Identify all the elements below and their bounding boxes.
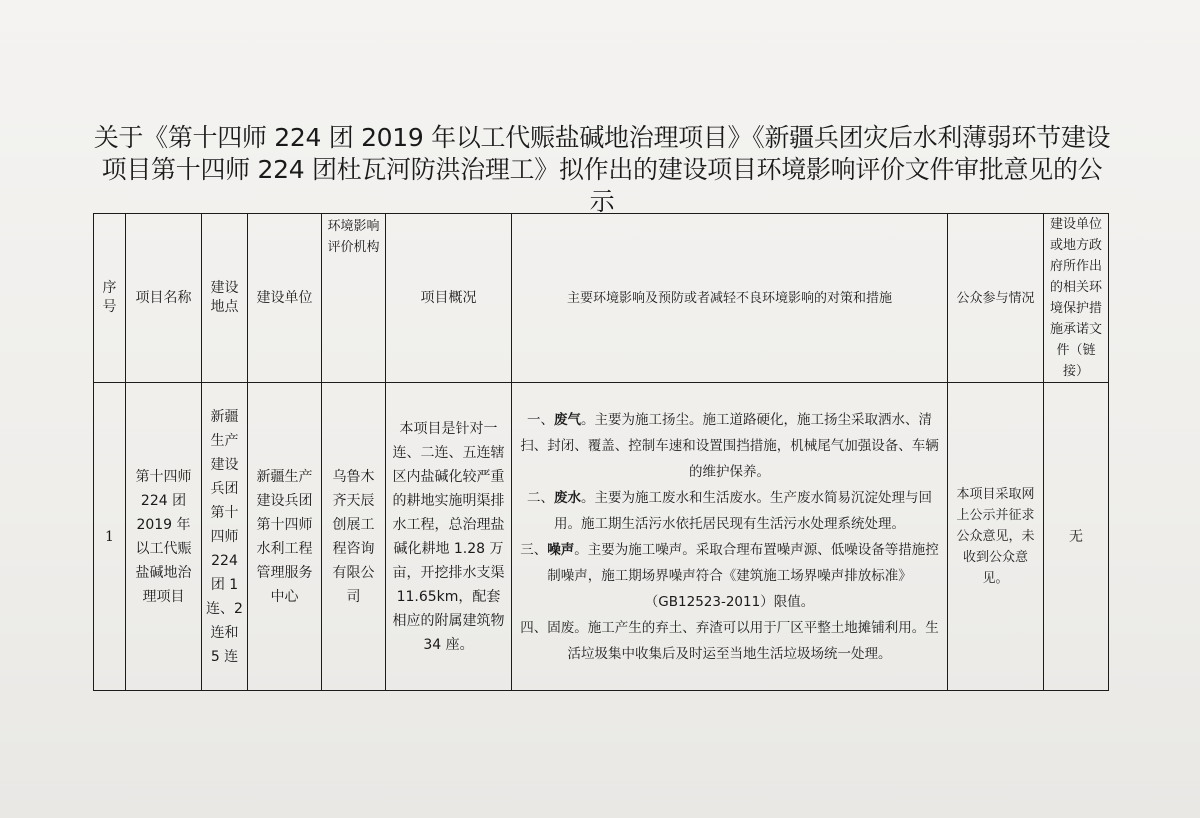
row-eia-org: 乌鲁木齐天辰创展工程咨询有限公司 xyxy=(322,383,386,691)
row-public-participation: 本项目采取网上公示并征求公众意见，未收到公众意见。 xyxy=(948,383,1044,691)
row-construction-unit: 新疆生产建设兵团第十四师水利工程管理服务中心 xyxy=(248,383,322,691)
table-row xyxy=(94,383,1109,691)
header-construction-unit: 建设单位 xyxy=(248,214,322,383)
announcement-table xyxy=(93,213,1109,691)
row-commitment: 无 xyxy=(1044,383,1109,691)
header-project-name: 项目名称 xyxy=(126,214,202,383)
row-project-name: 第十四师 224 团 2019 年以工代赈盐碱地治理项目 xyxy=(126,383,202,691)
impact-noise: 三、噪声。主要为施工噪声。采取合理布置噪声源、低噪设备等措施控制噪声，施工期场界噪声符合《建筑施工场界噪声排放标准》（GB12523-2011）限值。 xyxy=(520,541,939,610)
header-impact-measures: 主要环境影响及预防或者减轻不良环境影响的对策和措施 xyxy=(512,214,948,383)
page-title: 关于《第十四师 224 团 2019 年以工代赈盐碱地治理项目》《新疆兵团灾后水利薄弱环节建设项目第十四师 224 团杜瓦河防洪治理工》拟作出的建设项目环境影响评价文件审批意见的公示 xyxy=(93,123,1111,216)
impact-waste-gas: 一、废气。主要为施工扬尘。施工道路硬化，施工扬尘采取洒水、清扫、封闭、覆盖、控制车速和设置围挡措施，机械尾气加强设备、车辆的维护保养。 xyxy=(520,411,939,480)
header-eia-org: 环境影响评价机构 xyxy=(322,214,386,383)
header-location: 建设地点 xyxy=(202,214,248,383)
header-seq: 序号 xyxy=(94,214,126,383)
row-seq: 1 xyxy=(94,383,126,691)
row-impact-measures xyxy=(512,383,948,691)
table-header-row xyxy=(94,214,1109,383)
row-overview: 本项目是针对一连、二连、五连辖区内盐碱化较严重的耕地实施明渠排水工程，总治理盐碱化耕地 1.28 万亩，开挖排水支渠 11.65km，配套相应的附属建筑物 34 座。 xyxy=(386,383,512,691)
header-overview: 项目概况 xyxy=(386,214,512,383)
impact-waste-water: 二、废水。主要为施工废水和生活废水。生产废水简易沉淀处理与回用。施工期生活污水依托居民现有生活污水处理系统处理。 xyxy=(527,489,932,532)
header-commitment: 建设单位或地方政府所作出的相关环境保护措施承诺文件（链接） xyxy=(1044,214,1109,383)
row-location: 新疆生产建设兵团第十四师 224 团 1 连、2 连和 5 连 xyxy=(202,383,248,691)
header-public-participation: 公众参与情况 xyxy=(948,214,1044,383)
impact-solid-waste: 四、固废。施工产生的弃土、弃渣可以用于厂区平整土地摊铺利用。生活垃圾集中收集后及时运至当地生活垃圾场统一处理。 xyxy=(520,619,939,662)
